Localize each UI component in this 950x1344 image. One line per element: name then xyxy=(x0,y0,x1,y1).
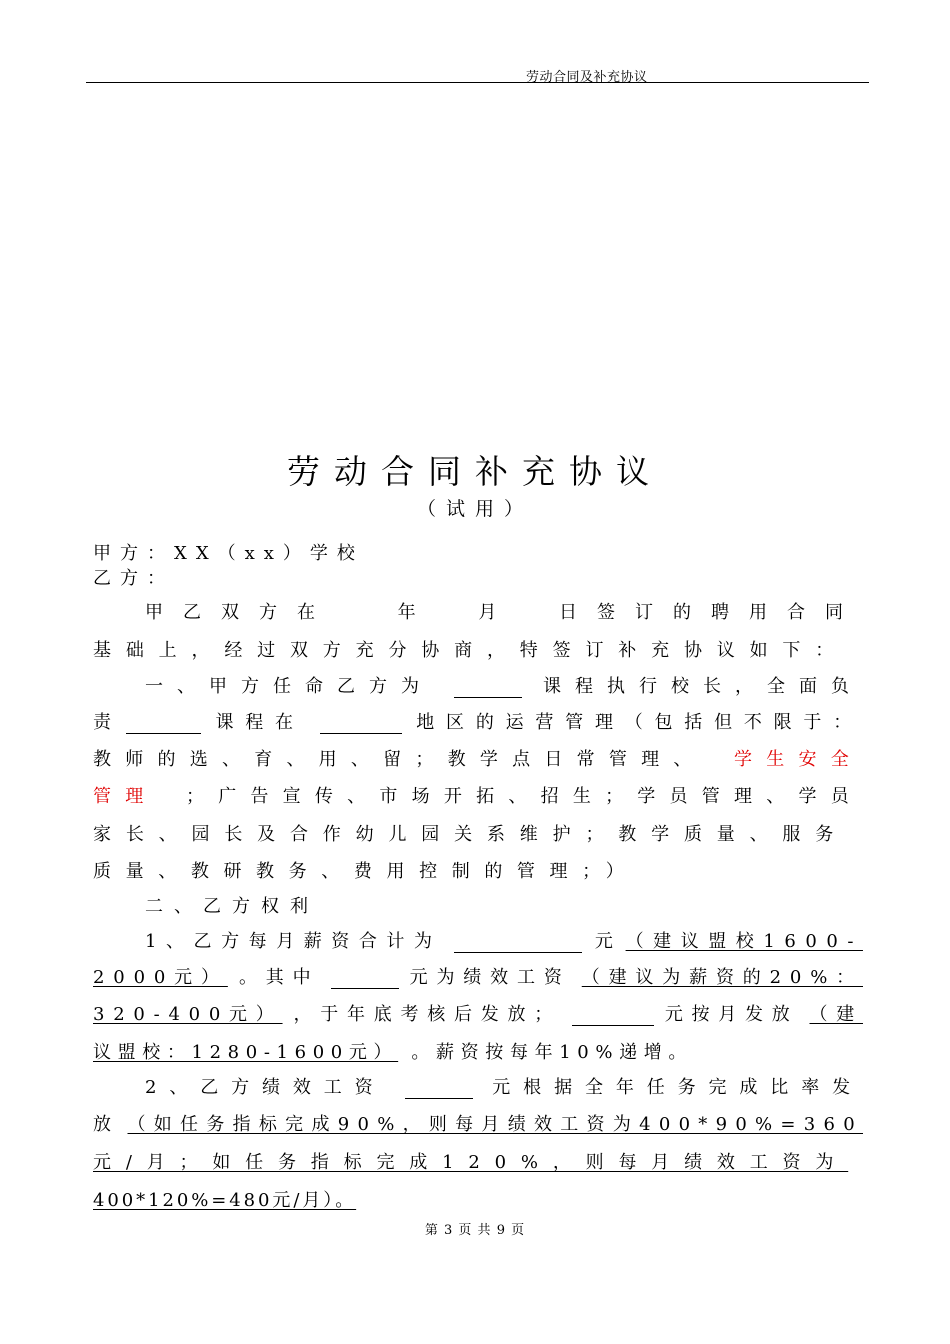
s2-suggest-2b: 320-400元） xyxy=(93,1004,283,1025)
s2-suggest-2: （建议为薪资的20%： xyxy=(581,967,863,988)
s2-example-1: （如任务指标完成90%，则每月绩效工资为400*90%=360 xyxy=(127,1114,863,1135)
section2-line-4 xyxy=(93,1038,693,1068)
section2-heading xyxy=(145,892,330,922)
s1-highlight-safety: 学生安全 xyxy=(734,749,863,770)
s1-text-f: 教师的选、育、用、留；教学点日常管理、 xyxy=(93,749,706,770)
s2-example-2: 元/月；如任务指标完成120%，则每月绩效工资为 xyxy=(93,1152,849,1173)
s2-text-i: ，于年底考核后发放； xyxy=(293,1004,561,1025)
position-blank[interactable] xyxy=(454,677,522,698)
party-a-label: 甲方： xyxy=(93,543,174,564)
s2-text-j: 元按月发放 xyxy=(664,1004,799,1025)
region-blank[interactable] xyxy=(320,713,402,734)
s1-text-b: 课程执行校长，全面负 xyxy=(543,676,863,697)
section2-line-7 xyxy=(93,1148,863,1178)
section2-line-3 xyxy=(93,1000,863,1030)
s1-highlight-management: 管理 xyxy=(93,786,158,807)
page-number: 第 3 页 共 9 页 xyxy=(424,1223,526,1238)
s2-text-m: 。薪资按每年10%递增。 xyxy=(411,1042,693,1063)
party-b-line xyxy=(93,564,863,594)
s2-heading-text: 二、乙方权利 xyxy=(145,896,319,917)
s1-text-i: ；广告宣传、市场开拓、招生；学员管理、学员 xyxy=(185,786,863,807)
section1-line-6 xyxy=(93,857,653,887)
s1-text-e: 地区的运营管理（包括但不限于： xyxy=(416,712,863,733)
s1-text-d: 课程在 xyxy=(215,712,305,733)
section2-line-2 xyxy=(93,963,863,993)
performance-pay-blank[interactable] xyxy=(331,968,399,989)
s2-text-b: 元 xyxy=(594,931,613,952)
monthly-pay-blank[interactable] xyxy=(572,1005,654,1026)
section1-line-4 xyxy=(93,782,863,812)
section1-line-5 xyxy=(93,820,863,850)
s2-suggest-1: （建议盟校1600- xyxy=(625,931,863,952)
intro-day: 日签订的聘用合同 xyxy=(558,602,863,623)
section2-line-8 xyxy=(93,1186,359,1216)
document-title: 劳动合同补充协议 xyxy=(287,452,663,491)
performance-amount-blank[interactable] xyxy=(405,1078,473,1099)
intro-line-2 xyxy=(93,636,863,666)
section1-line-1 xyxy=(145,672,863,702)
s1-text-k: 质量、教研教务、费用控制的管理；） xyxy=(93,861,639,882)
section2-line-6 xyxy=(93,1110,863,1140)
intro-month: 月 xyxy=(478,602,497,623)
s1-text-a: 一、甲方任命乙方为 xyxy=(145,676,433,697)
s2-suggest-3b: 议盟校：1280-1600元） xyxy=(93,1042,399,1063)
section2-line-1 xyxy=(145,927,863,957)
intro-text-2: 基础上，经过双方充分协商，特签订补充协议如下： xyxy=(93,640,849,661)
s1-text-j: 家长、园长及合作幼儿园关系维护；教学质量、服务 xyxy=(93,824,849,845)
section2-line-5 xyxy=(145,1073,863,1103)
s2-text-f: 元为绩效工资 xyxy=(409,967,571,988)
s2-text-2a: 2、乙方绩效工资 xyxy=(145,1077,386,1098)
document-subtitle: （试用） xyxy=(416,498,533,520)
course-blank[interactable] xyxy=(126,713,201,734)
header-rule xyxy=(86,82,869,83)
section1-line-3 xyxy=(93,745,863,775)
s2-suggest-1b: 2000元） xyxy=(93,967,228,988)
s1-text-c: 责 xyxy=(93,712,111,733)
s2-text-2b: 元根据全年任务完成比率发 xyxy=(492,1077,863,1098)
party-b-label: 乙方： xyxy=(93,568,174,589)
s2-text-2c: 放 xyxy=(93,1114,111,1135)
s2-text-a: 1、乙方每月薪资合计为 xyxy=(145,931,442,952)
intro-year: 年 xyxy=(397,602,416,623)
total-salary-blank[interactable] xyxy=(454,932,582,953)
section1-line-2 xyxy=(93,708,863,738)
s2-text-e: 。其中 xyxy=(238,967,320,988)
s2-example-3: 400*120%=480元/月）。 xyxy=(93,1190,357,1211)
party-a-value: XX（xx）学校 xyxy=(174,543,364,564)
intro-text: 甲乙双方在 xyxy=(145,602,335,623)
intro-line-1 xyxy=(145,598,863,628)
running-header: 劳动合同及补充协议 xyxy=(526,70,648,85)
s2-suggest-3: （建 xyxy=(809,1004,863,1025)
